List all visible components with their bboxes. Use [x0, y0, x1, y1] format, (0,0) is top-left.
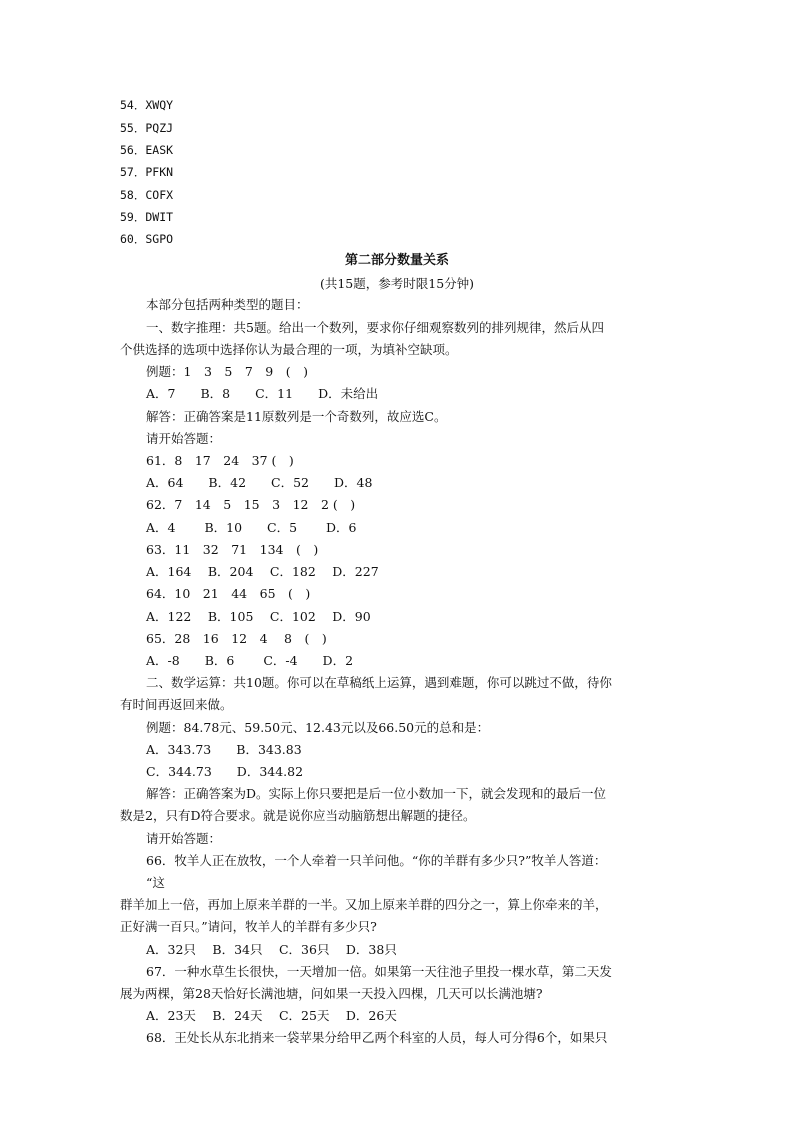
question-68: 68．王处长从东北捎来一袋苹果分给甲乙两个科室的人员，每人可分得6个，如果只: [146, 1030, 608, 1045]
part2-description: 二、数学运算：共10题。你可以在草稿纸上运算，遇到难题，你可以跳过不做，待你: [146, 675, 612, 690]
question-61-options: A．64 B．42 C．52 D．48: [146, 475, 373, 490]
letter-item-55: 55．PQZJ: [120, 121, 174, 135]
start-prompt: 请开始答题：: [146, 431, 222, 446]
example-options: A．7 B．8 C．11 D．未给出: [146, 386, 379, 401]
example2-question: 例题：84.78元、59.50元、12.43元以及66.50元的总和是：: [146, 720, 490, 735]
question-65-options: A．-8 B．6 C．-4 D．2: [146, 653, 354, 668]
question-62-options: A．4 B．10 C．5 D．6: [146, 520, 357, 535]
letter-item-58: 58．COFX: [120, 188, 174, 202]
question-66: 66．牧羊人正在放牧，一个人牵着一只羊问他。“你的羊群有多少只?”牧羊人答道：: [146, 853, 607, 868]
question-67-cont: 展为两棵，第28天恰好长满池塘，问如果一天投入四棵，几天可以长满池塘?: [120, 986, 543, 1001]
example-answer: 解答：正确答案是11原数列是一个奇数列，故应选C。: [146, 409, 447, 424]
section-title: 第二部分数量关系: [344, 253, 449, 268]
letter-item-59: 59．DWIT: [120, 210, 174, 224]
example2-answer-cont: 数是2，只有D符合要求。就是说你应当动脑筋想出解题的捷径。: [120, 808, 476, 823]
question-62: 62．7 14 5 15 3 12 2 ( ): [146, 497, 356, 512]
question-64-options: A．122 B．105 C．102 D．90: [146, 609, 371, 624]
question-67: 67．一种水草生长很快，一天增加一倍。如果第一天往池子里投一棵水草，第二天发: [146, 964, 612, 979]
example2-options-cd: C．344.73 D．344.82: [146, 764, 304, 779]
letter-item-56: 56．EASK: [120, 143, 174, 157]
question-66-options: A．32只 B．34只 C．36只 D．38只: [146, 942, 397, 957]
start-prompt-2: 请开始答题：: [146, 831, 222, 846]
question-66-cont-1: “这: [146, 875, 165, 890]
example2-answer: 解答：正确答案为D。实际上你只要把是后一位小数加一下，就会发现和的最后一位: [146, 786, 607, 801]
example-sequence: 例题：1 3 5 7 9 ( ): [146, 364, 309, 379]
question-63-options: A．164 B．204 C．182 D．227: [146, 564, 379, 579]
question-64: 64．10 21 44 65 ( ): [146, 586, 311, 601]
example2-options-ab: A．343.73 B．343.83: [146, 742, 302, 757]
part1-description-cont: 个供选择的选项中选择你认为最合理的一项，为填补空缺项。: [120, 342, 458, 357]
intro-line: 本部分包括两种类型的题目：: [146, 297, 309, 312]
question-66-cont-2: 群羊加上一倍，再加上原来羊群的一半。又加上原来羊群的四分之一，算上你牵来的羊，: [120, 897, 608, 912]
question-65: 65．28 16 12 4 8 ( ): [146, 631, 327, 646]
part1-description: 一、数字推理：共5题。给出一个数列，要求你仔细观察数列的排列规律，然后从四: [146, 320, 604, 335]
part2-description-cont: 有时间再返回来做。: [120, 697, 233, 712]
question-67-options: A．23天 B．24天 C．25天 D．26天: [146, 1008, 397, 1023]
section-subtitle: (共15题，参考时限15分钟): [319, 276, 475, 291]
question-61: 61．8 17 24 37 ( ): [146, 453, 294, 468]
letter-item-54: 54．XWQY: [120, 98, 174, 112]
letter-item-57: 57．PFKN: [120, 165, 174, 179]
letter-item-60: 60．SGPO: [120, 232, 174, 246]
question-66-cont-3: 正好满一百只。”请问，牧羊人的羊群有多少只?: [120, 919, 377, 934]
question-63: 63．11 32 71 134 ( ): [146, 542, 319, 557]
